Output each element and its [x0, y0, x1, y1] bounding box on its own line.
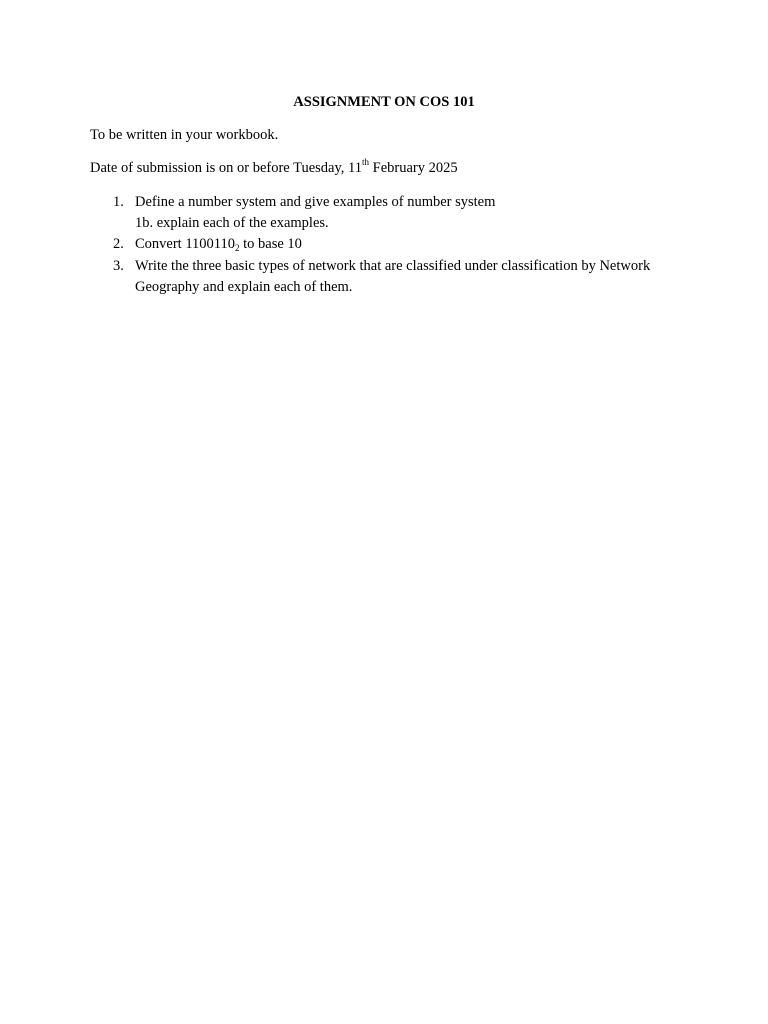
question-list — [90, 192, 690, 298]
question-2-text — [135, 234, 690, 256]
question-item-2 — [90, 234, 690, 256]
question-item-3 — [90, 256, 690, 298]
question-number: 2. — [113, 236, 124, 252]
question-1b-text: 1b. explain each of the examples. — [135, 215, 329, 231]
base-subscript: 2 — [235, 243, 240, 253]
page-title: ASSIGNMENT ON COS 101 — [293, 94, 475, 110]
question-number: 1. — [113, 194, 124, 210]
submission-date-text — [90, 159, 458, 177]
question-number: 3. — [113, 258, 124, 274]
ordinal-superscript: th — [362, 157, 370, 168]
question-2-before: Convert 1100110 — [135, 236, 236, 252]
submission-suffix: February 2025 — [369, 160, 458, 176]
question-3-text: Write the three basic types of network that are classified under classification by Network Geography and explain each of them. — [135, 258, 651, 295]
submission-prefix: Date of submission is on or before Tuesday, 11 — [90, 160, 362, 176]
instruction-text: To be written in your workbook. — [90, 127, 279, 143]
question-1-text: Define a number system and give examples of number system — [135, 194, 496, 210]
question-item-1 — [90, 192, 690, 234]
question-2-after: to base 10 — [239, 236, 302, 252]
